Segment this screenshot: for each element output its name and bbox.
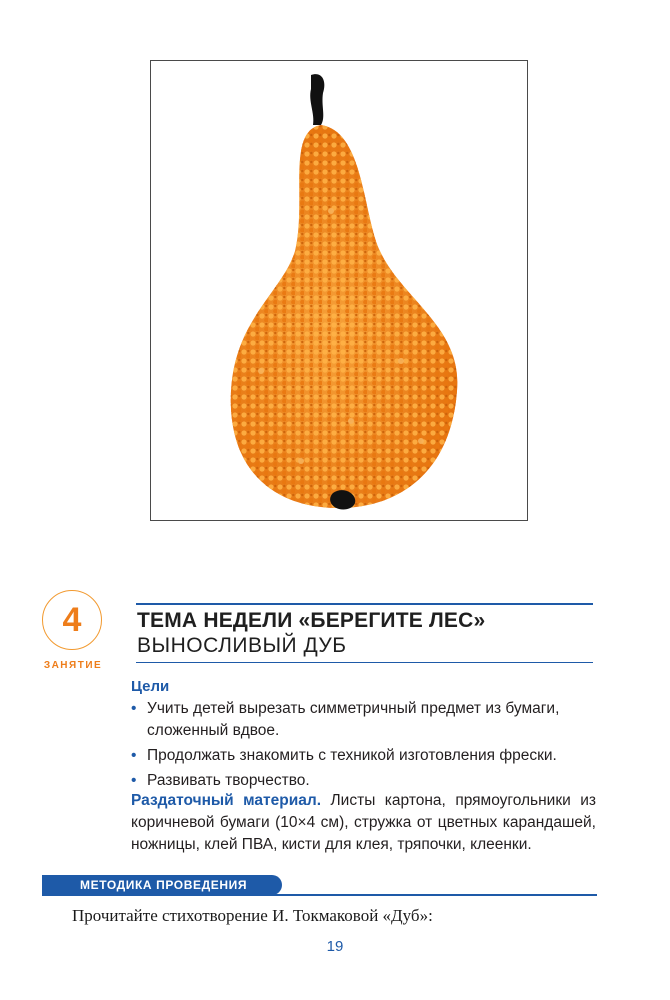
goals-list [131,698,601,795]
illustration-frame [150,60,528,521]
bullet-icon: • [131,700,137,717]
lesson-number: 4 [62,600,82,639]
title-rule-bottom [136,662,593,663]
method-rule [42,894,597,896]
pear-illustration [151,61,529,522]
title-rule-top [136,603,593,605]
poem-intro: Прочитайте стихотворение И. Токмаковой «Дуб»: [72,906,433,925]
goal-item: • Продолжать знакомить с техникой изготовления фрески. [131,745,601,767]
goal-item: • Учить детей вырезать симметричный предмет из бумаги, сложенный вдвое. [131,700,560,739]
handout-label: Раздаточный материал. [131,792,322,809]
handout-text: Листы картона, прямоугольники из коричневой бумаги (10×4 см), стружка от цветных карандашей, ножницы, клей ПВА, кисти для клея, тряпочки, клеенки. [131,792,597,853]
goal-item: • Развивать творчество. [131,770,601,792]
bullet-icon: • [131,772,137,789]
lesson-title: ВЫНОСЛИВЫЙ ДУБ [137,634,347,657]
bullet-icon: • [131,747,137,764]
lesson-label: ЗАНЯТИЕ [43,660,103,671]
pear-stem [310,74,324,125]
goals-heading: Цели [131,678,170,695]
week-theme-title: ТЕМА НЕДЕЛИ «БЕРЕГИТЕ ЛЕС» [137,609,486,632]
lesson-number-badge [42,590,102,650]
method-heading: МЕТОДИКА ПРОВЕДЕНИЯ [80,878,248,892]
handout-paragraph [131,790,596,856]
page-number: 19 [326,938,344,955]
